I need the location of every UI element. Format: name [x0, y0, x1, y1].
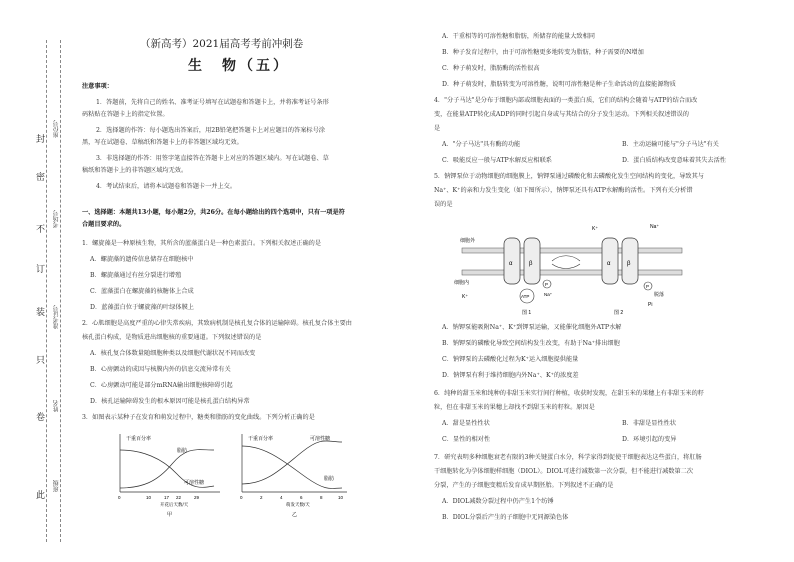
question-4-stem: 是 [434, 125, 441, 132]
q3-option-c[interactable]: C．种子萌发时，脂肪酶的活性很高 [442, 65, 540, 72]
notice-line: 稿纸和答题卡上的非答题区域均无效。 [82, 167, 188, 174]
binding-char: 装 [36, 307, 46, 317]
field-seat-number: 座位号 [54, 120, 60, 138]
outside-label: 细胞外 [460, 238, 476, 244]
question-6-stem: 6．纯种的甜玉米和纯种的非甜玉米实行间行种植，收获时发现，在甜玉米的果穗上有非甜玉米的籽 [434, 390, 704, 397]
question-3-stem: 3．如图表示某种子在发育和萌发过程中，糖类和脂肪的变化曲线。下列分析正确的是 [82, 414, 315, 421]
series-label: 可溶性糖 [184, 480, 205, 486]
dashed-cut-line [46, 40, 47, 542]
fig1-caption: 图 1 [522, 310, 532, 316]
series-label: 脂肪 [324, 476, 335, 482]
question-5-stem: 5．钠钾泵位于动物细胞的细胞膜上，钠钾泵通过磷酸化和去磷酸化发生空间结构的变化，导致其与 [434, 173, 704, 180]
q6-option-d[interactable]: D．环境引起的变异 [622, 436, 677, 443]
binding-char: 卷 [36, 412, 46, 422]
q5-option-b[interactable]: B．钠钾泵的磷酸化导致空间结构发生改变，有助于Na⁺排出细胞 [442, 340, 620, 347]
q4-option-b[interactable]: B．主动运输可能与"分子马达"有关 [622, 141, 719, 148]
pi-label: Pi [648, 302, 653, 308]
alpha-label: α [509, 261, 513, 267]
x-label: 开花后天数/天 [160, 502, 189, 507]
connector-arrow [552, 256, 580, 261]
q3-option-a[interactable]: A．干重相等的可溶性糖和脂肪，所储存的能量大致相同 [442, 33, 595, 40]
question-1-stem: 1．螺旋藻是一种原核生物，其所含的蓝藻蛋白是一种色素蛋白。下列相关叙述正确的是 [82, 240, 322, 247]
q7-option-b[interactable]: B．DIOL分裂后产生的子细胞中无同源染色体 [442, 514, 569, 521]
dephos-label: 脱落 [654, 292, 665, 298]
q5-option-d[interactable]: D．钠钾泵有利于维持细胞内外Na⁺、K⁺的浓度差 [442, 372, 579, 379]
k-label: K⁺ [592, 226, 598, 232]
section-heading: 一、选择题：本题共13小题，每小题2分，共26分。在每小题给出的四个选项中，只有一项是符 [82, 209, 345, 216]
fig2-caption: 图 2 [614, 310, 624, 316]
q6-option-b[interactable]: B．非甜是显性性状 [622, 420, 677, 427]
question-6-stem: 粒，但在非甜玉米的果穗上却找不到甜玉米的籽粒。原因是 [434, 404, 595, 411]
binding-margin [0, 0, 80, 562]
alpha-label: α [607, 261, 611, 267]
q3-chart-left [118, 434, 220, 518]
inside-label: 细胞内 [454, 280, 470, 286]
q2-option-a[interactable]: A．核孔复合体数量随细胞种类以及细胞代谢状况不同而改变 [90, 350, 256, 357]
q3-chart-right [240, 434, 347, 518]
q3-option-d[interactable]: D．种子萌发时，脂肪转变为可溶性糖，说明可溶性糖是种子生命活动的直接能源物质 [442, 81, 676, 88]
q4-option-a[interactable]: A．"分子马达"具有酶的功能 [442, 141, 521, 148]
binding-char: 封 [36, 134, 46, 144]
notice-line: 3．非选择题的作答：用签字笔直接答在答题卡上对应的答题区域内。写在试题卷、草 [96, 155, 329, 162]
question-4-stem: 变，在能量ATP转化成ADP的同时引起自身或与其结合的分子发生运动。下列相关叙述错误的 [434, 111, 689, 118]
x-tick: 17 [164, 495, 170, 500]
x-tick: 10 [338, 495, 344, 500]
k-label: K⁺ [462, 294, 468, 300]
notice-heading: 注意事项： [82, 83, 113, 90]
section-heading: 合题目要求的。 [82, 221, 126, 228]
y-label: 干重百分率 [248, 436, 274, 442]
y-label: 干重百分率 [126, 436, 152, 442]
notice-line: 码粘贴在答题卡上的指定位置。 [82, 111, 169, 118]
q3-option-b[interactable]: B．种子发育过程中，由于可溶性糖更多地转变为脂肪，种子需要的N增加 [442, 49, 644, 56]
q5-option-a[interactable]: A．钠钾泵能吸附Na⁺、K⁺到钾泵运输，又能催化细胞外ATP水解 [442, 324, 622, 331]
question-7-stem: 7．研究表明多种细胞衰老有限的3种关键蛋白水分，科学家得到促使干细胞表达这些蛋白，将肛肠 [434, 454, 702, 461]
question-5-stem: Na⁺、K⁺的亲和力发生变化（如下图所示），钠钾泵还具有ATP水解酶的活性。下列有关分析错 [434, 187, 693, 194]
notice-line: 1．答题前，先将自己的姓名、准考证号填写在试题卷和答题卡上，并将准考证号条形 [96, 99, 329, 106]
question-2-stem: 核孔蛋白构成，是物质进出细胞核的重要通道。下列叙述错误的是 [82, 334, 262, 341]
membrane-top [462, 248, 682, 253]
x-tick: 4 [280, 495, 283, 500]
connector-arrow [552, 264, 580, 269]
x-tick: 6 [300, 495, 303, 500]
binding-char: 订 [36, 264, 46, 274]
field-exam-number: 准考证号 [54, 305, 60, 329]
caption: 甲 [167, 512, 173, 518]
binding-char: 此 [36, 490, 46, 500]
x-tick: 0 [118, 495, 121, 500]
q2-option-d[interactable]: D．核孔运输障碍发生的根本原因可能是核孔蛋白结构异常 [90, 398, 250, 405]
na-label: Na⁺ [544, 292, 553, 297]
question-4-stem: 4．"分子马达"是分布于细胞内部或细胞表面的一类蛋白质，它们的结构会随着与ATP的结合而改 [434, 97, 698, 104]
x-tick: 2 [260, 495, 263, 500]
notice-line: 黑，写在试题卷、草稿纸和答题卡上的非答题区域均无效。 [82, 139, 243, 146]
x-tick: 8 [320, 495, 323, 500]
subject-title: 生 物（五） [188, 58, 290, 74]
notice-line: 4．考试结束后，请将本试题卷和答题卡一并上交。 [96, 183, 237, 190]
q6-option-c[interactable]: C．显性的相对性 [442, 436, 491, 443]
na-label: Na⁺ [650, 224, 660, 230]
binding-char: 密 [36, 172, 46, 182]
q2-option-b[interactable]: B．心房颤动的成因与核膜内外的信息交流异常有关 [90, 366, 231, 373]
q1-option-c[interactable]: C．蓝藻蛋白在螺旋藻的核糖体上合成 [90, 288, 194, 295]
binding-char: 只 [36, 355, 46, 365]
question-5-stem: 误的是 [434, 201, 453, 208]
question-7-stem: 分裂，产生的子细胞变精后发育成早期胚胎。下列叙述不正确的是 [434, 482, 614, 489]
q7-option-a[interactable]: A．DIOL减数分裂过程中仍产生1个纺锤 [442, 498, 554, 505]
x-label: 萌发天数/天 [286, 502, 310, 507]
dashed-cut-line [60, 40, 61, 542]
x-tick: 0 [240, 495, 243, 500]
q6-option-a[interactable]: A．甜是显性性状 [442, 420, 490, 427]
question-2-stem: 2．心肌细胞是高度严重的心律失常疾病，其致病机制是核孔复合体的运输障碍。核孔复合体主要由 [82, 320, 352, 327]
q4-option-d[interactable]: D．蛋白质结构改变意味着其失去活性 [622, 157, 726, 164]
beta-label: β [627, 261, 631, 267]
x-tick: 10 [146, 495, 152, 500]
q5-option-c[interactable]: C．钠钾泵的去磷酸化过程为K⁺运入细胞提供能量 [442, 356, 579, 363]
membrane-bottom [462, 270, 682, 275]
binding-char: 不 [36, 224, 46, 234]
q5-figure [452, 214, 692, 319]
q2-option-c[interactable]: C．心房颤动可能是部分mRNA输出细胞核障碍引起 [90, 382, 233, 389]
question-7-stem: 干细胞转化为孕体细胞样细胞（DIOL）。DIOL可进行减数第一次分裂，但不能进行减数第二次 [434, 468, 694, 475]
caption: 乙 [292, 512, 298, 518]
field-room-number: 考场号 [54, 210, 60, 228]
q1-option-b[interactable]: B．螺旋藻通过有丝分裂进行增殖 [90, 272, 182, 279]
q4-option-c[interactable]: C．吸能反应一般与ATP水解反应相联系 [442, 157, 552, 164]
exam-title: （新高考）2021届高考考前冲刺卷 [140, 38, 304, 50]
series-label: 脂肪 [177, 448, 188, 454]
p-label: P [646, 284, 650, 289]
series-label: 可溶性糖 [310, 436, 331, 442]
q3-figure [102, 428, 362, 518]
field-class: 班级 [54, 480, 60, 492]
x-tick: 29 [194, 495, 200, 500]
notice-line: 2．选择题的作答：每小题选出答案后，用2B铅笔把答题卡上对应题目的答案标号涂 [96, 127, 325, 134]
p-label: P [545, 282, 549, 287]
field-name: 姓名 [54, 400, 60, 412]
atp-label: ATP [521, 294, 530, 299]
beta-label: β [529, 261, 533, 267]
q1-option-d[interactable]: D．蓝藻蛋白位于螺旋藻的叶绿体膜上 [90, 304, 194, 311]
x-tick: 22 [176, 495, 182, 500]
q1-option-a[interactable]: A．螺旋藻的遗传信息储存在细胞核中 [90, 256, 194, 263]
